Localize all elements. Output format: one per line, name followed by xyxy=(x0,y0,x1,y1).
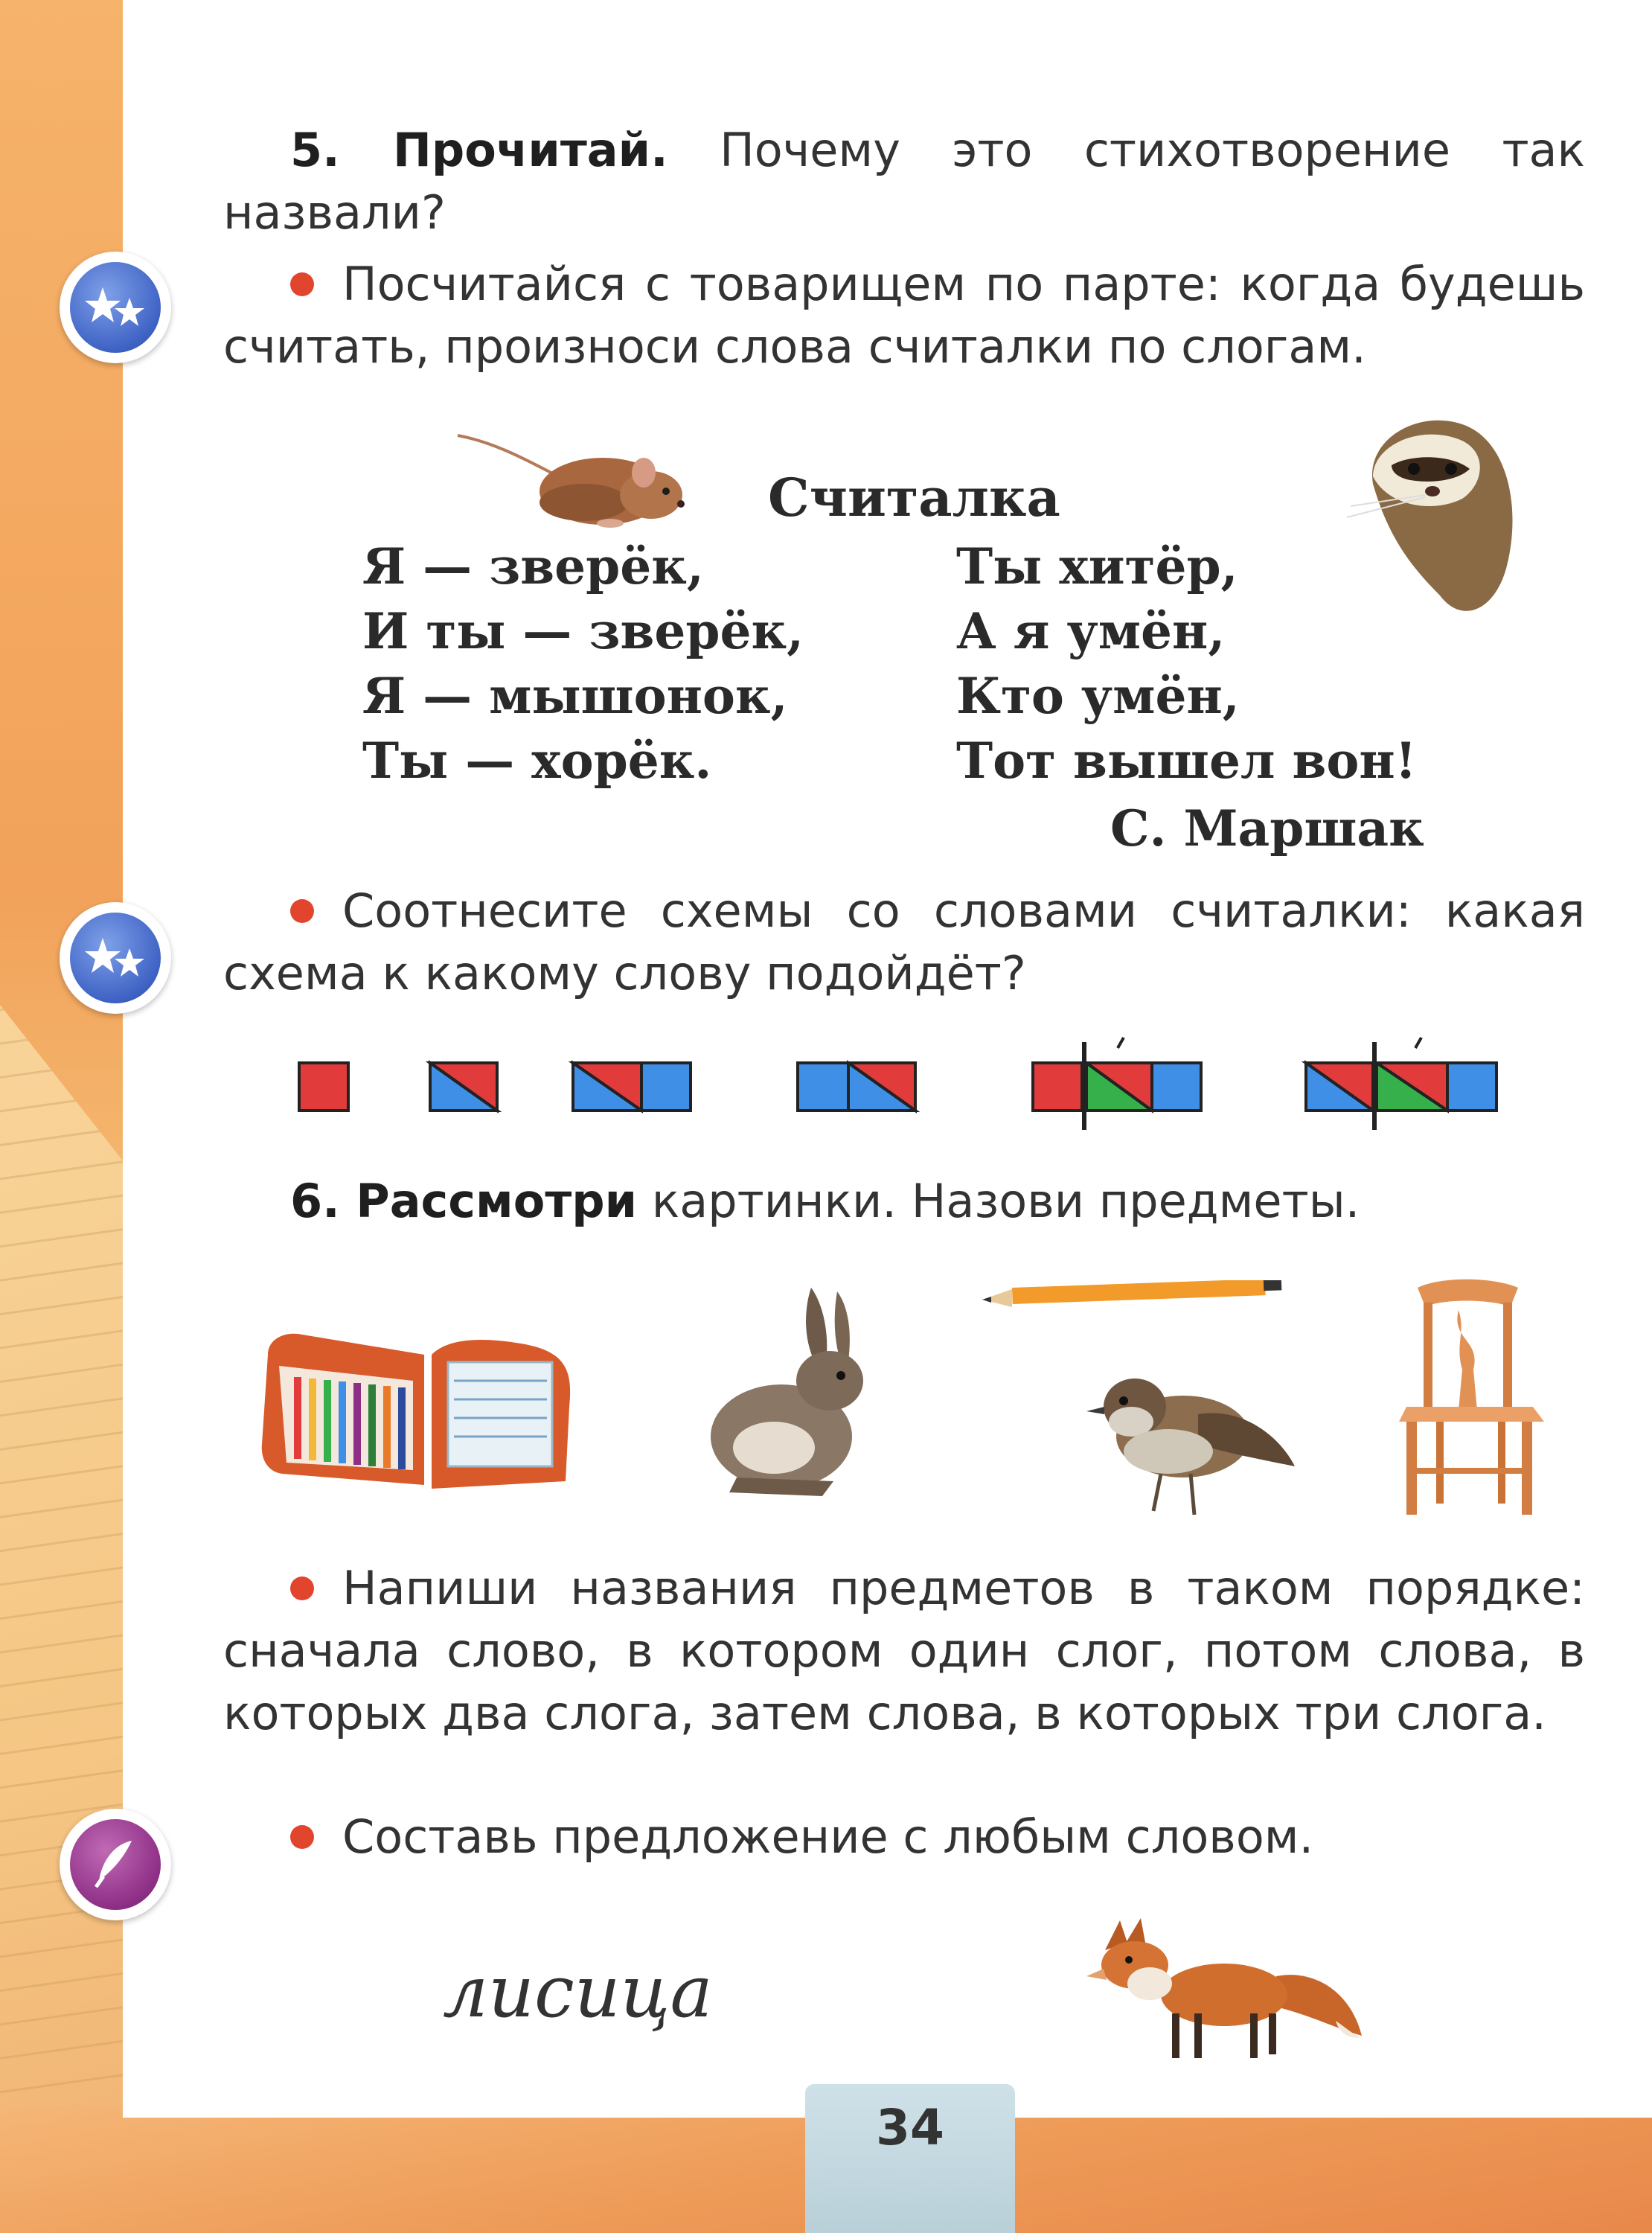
badge-stars-1 xyxy=(60,252,171,363)
page-number-tab xyxy=(805,2084,1015,2233)
badge-stars-2 xyxy=(60,902,171,1014)
exercise-5-heading xyxy=(223,119,1585,244)
exercise-6-task-1-text: Напиши названия предметов в таком порядке: сначала слово, в котором один слог, потом слова, в которых два слога, затем слова, в которых три слога. xyxy=(223,1561,1585,1740)
bullet-marker xyxy=(290,899,314,923)
exercise-6-task-1 xyxy=(223,1557,1585,1745)
exercise-5-task-1-text: Посчитайся с товарищем по парте: когда будешь считать, произноси слова считалки по слогам. xyxy=(223,257,1585,374)
quill-pen-icon xyxy=(70,1819,161,1910)
poem-line: Я — мышонок, xyxy=(362,667,788,725)
poem-line: И ты — зверёк, xyxy=(362,602,804,660)
exercise-5-task-2-text: Соотнесите схемы со словами считалки: какая схема к какому слову подойдёт? xyxy=(223,884,1585,1000)
example-word-handwritten: лисица xyxy=(443,1950,713,2034)
bullet-marker xyxy=(290,272,314,296)
exercise-5-task-1 xyxy=(223,253,1585,378)
badge-writing xyxy=(60,1809,171,1920)
bullet-marker xyxy=(290,1576,314,1600)
exercise-5-task-2 xyxy=(223,880,1585,1005)
poem-left-column xyxy=(362,534,804,793)
poem-title: Считалка xyxy=(768,467,1060,528)
exercise-6-heading xyxy=(223,1170,1585,1233)
exercise-6-title: 6. Рассмотри xyxy=(290,1174,638,1228)
poem-right-column xyxy=(956,534,1417,793)
mouse-picture xyxy=(454,421,692,532)
poem-line: Кто умён, xyxy=(956,667,1240,725)
page-number: 34 xyxy=(876,2099,944,2156)
exercise-5-question: Почему это стихотворение так назвали? xyxy=(223,123,1586,240)
sparrow-picture xyxy=(1079,1355,1302,1526)
poem-line: Ты хитёр, xyxy=(956,537,1238,595)
poem-line: Ты — хорёк. xyxy=(362,732,712,790)
stars-icon xyxy=(70,262,161,353)
poem-line: Я — зверёк, xyxy=(362,537,704,595)
chair-picture xyxy=(1388,1273,1552,1518)
poem-line: Тот вышел вон! xyxy=(956,732,1417,790)
poem-author: С. Маршак xyxy=(1110,799,1424,857)
exercise-6-intro: картинки. Назови предметы. xyxy=(637,1174,1360,1228)
exercise-5-title: 5. Прочитай. xyxy=(290,123,668,177)
pencil-case-picture xyxy=(253,1325,580,1504)
exercise-6-task-2-text: Составь предложение с любым словом. xyxy=(342,1809,1314,1864)
pencil-picture xyxy=(982,1280,1295,1310)
bullet-marker xyxy=(290,1825,314,1849)
exercise-6-task-2 xyxy=(223,1806,1585,1868)
stars-icon xyxy=(70,913,161,1003)
poem-line: А я умён, xyxy=(956,602,1226,660)
fox-picture xyxy=(1083,1909,1366,2066)
hare-picture xyxy=(692,1280,893,1504)
